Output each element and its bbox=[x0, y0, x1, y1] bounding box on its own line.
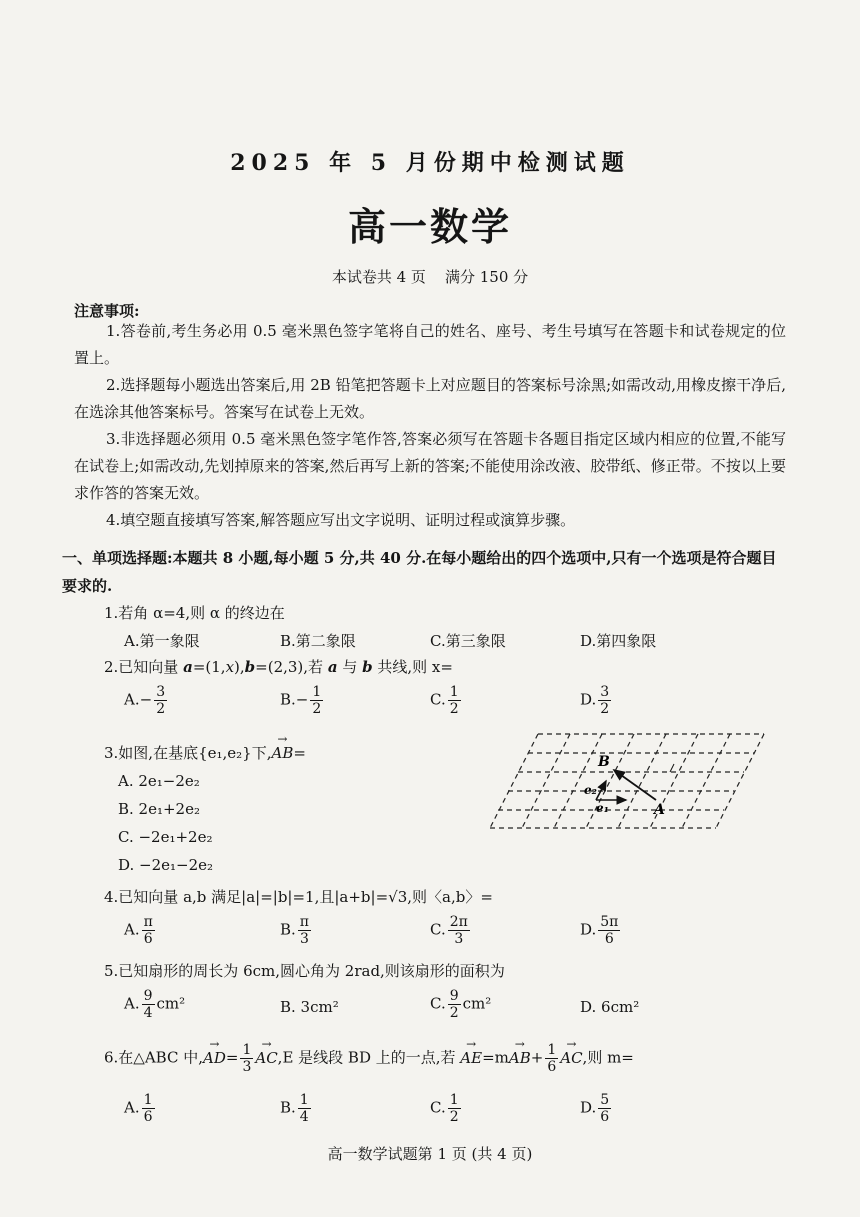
skew-grid bbox=[490, 734, 764, 828]
denominator: 2 bbox=[156, 701, 166, 717]
fraction bbox=[448, 988, 461, 1021]
fraction bbox=[448, 684, 461, 717]
q2-text: 2.已知向量 bbox=[104, 658, 184, 676]
q6-stem bbox=[104, 1042, 634, 1075]
numerator: 1 bbox=[312, 684, 322, 700]
fraction bbox=[448, 1092, 461, 1125]
numerator: 1 bbox=[547, 1042, 557, 1058]
denominator: 2 bbox=[449, 1109, 459, 1125]
q3-stem bbox=[104, 742, 306, 763]
fraction bbox=[598, 914, 620, 947]
q5-option-d: D. 6cm² bbox=[580, 998, 640, 1016]
vector-ab: → AB bbox=[509, 1049, 531, 1067]
fraction bbox=[310, 684, 323, 717]
notice-item-4: 4.填空题直接填写答案,解答题应写出文字说明、证明过程或演算步骤。 bbox=[106, 511, 576, 529]
q3-option-b: B. 2e₁+2e₂ bbox=[118, 800, 200, 818]
q6-option-d bbox=[580, 1092, 613, 1125]
vector-ad: → AD bbox=[203, 1049, 226, 1067]
numerator: 1 bbox=[449, 1092, 459, 1108]
grid-line bbox=[716, 734, 764, 828]
fraction bbox=[598, 1092, 611, 1125]
q2-text: ), bbox=[234, 658, 245, 676]
fraction bbox=[545, 1042, 558, 1075]
q4-option-a bbox=[124, 914, 157, 947]
q3-text: = bbox=[293, 744, 306, 762]
numerator: 9 bbox=[143, 988, 153, 1004]
fraction bbox=[598, 684, 611, 717]
option-sign: − bbox=[139, 690, 153, 709]
option-label: C. bbox=[430, 690, 446, 709]
q1-option-c: C.第三象限 bbox=[430, 632, 506, 650]
page-footer: 高一数学试题第 1 页 (共 4 页) bbox=[327, 1145, 533, 1163]
option-label: C. bbox=[430, 920, 446, 939]
notice-item-3: 3.非选择题必须用 0.5 毫米黑色签字笔作答,答案必须写在答题卡各题目指定区域内相应的位置,不能写在试卷上;如需改动,先划掉原来的答案,然后再写上新的答案;不能使用涂改液、胶带纸、修正带。不按以上要求作答的答案无效。 bbox=[74, 430, 786, 502]
fraction bbox=[142, 988, 155, 1021]
exam-title: 2025 年 5 月份期中检测试题 bbox=[230, 150, 630, 176]
unit: cm² bbox=[156, 994, 186, 1013]
q6-option-c bbox=[430, 1092, 463, 1125]
numerator: 5 bbox=[600, 1092, 610, 1108]
q2-text: =(1, bbox=[192, 658, 226, 676]
q6-option-b bbox=[280, 1092, 313, 1125]
numerator: 9 bbox=[449, 988, 459, 1004]
denominator: 2 bbox=[312, 701, 322, 717]
option-label: A. bbox=[124, 1098, 140, 1117]
q2-var-x: x bbox=[225, 658, 235, 676]
denominator: 4 bbox=[143, 1005, 153, 1021]
numerator: 1 bbox=[449, 684, 459, 700]
option-label: D. bbox=[580, 1098, 597, 1117]
q3-text: 3.如图,在基底{e₁,e₂}下, bbox=[104, 744, 272, 762]
option-label: A. bbox=[124, 994, 140, 1013]
q2-option-d bbox=[580, 684, 613, 717]
q6-text: =m bbox=[482, 1048, 509, 1067]
numerator: 2π bbox=[449, 914, 468, 930]
q2-vec-a: a bbox=[327, 658, 338, 676]
numerator: 1 bbox=[299, 1092, 309, 1108]
fraction bbox=[154, 684, 167, 717]
fraction bbox=[298, 914, 311, 947]
grid-line bbox=[522, 734, 570, 828]
option-label: B. bbox=[280, 1098, 296, 1117]
unit: cm² bbox=[462, 994, 492, 1013]
option-label: A. bbox=[124, 920, 140, 939]
label-e2: e₂ bbox=[584, 783, 597, 797]
vector-ab-arrow bbox=[614, 770, 656, 800]
q2-vec-a: a bbox=[183, 658, 193, 676]
vector-ae: → AE bbox=[460, 1049, 482, 1067]
denominator: 6 bbox=[143, 1109, 153, 1125]
q6-text: ,E 是线段 BD 上的一点,若 bbox=[277, 1048, 461, 1067]
numerator: 1 bbox=[143, 1092, 153, 1108]
grid-line bbox=[682, 734, 730, 828]
label-e1: e₁ bbox=[596, 801, 609, 815]
denominator: 6 bbox=[143, 931, 153, 947]
q2-stem bbox=[104, 656, 453, 677]
notice-title: 注意事项: bbox=[74, 302, 140, 320]
q3-option-d: D. −2e₁−2e₂ bbox=[118, 856, 214, 874]
q1-option-d: D.第四象限 bbox=[580, 632, 657, 650]
section-1-heading: 一、单项选择题:本题共 8 小题,每小题 5 分,共 40 分.在每小题给出的四个选项中,只有一个选项是符合题目要求的. bbox=[62, 549, 777, 595]
q5-option-a bbox=[124, 988, 185, 1021]
option-label: B. bbox=[280, 920, 296, 939]
grid-line bbox=[490, 734, 538, 828]
option-label: C. bbox=[430, 1098, 446, 1117]
vector-ac: → AC bbox=[255, 1049, 277, 1067]
numerator: 3 bbox=[600, 684, 610, 700]
notice-item-1: 1.答卷前,考生务必用 0.5 毫米黑色签字笔将自己的姓名、座号、考生号填写在答题卡和试卷规定的位置上。 bbox=[74, 322, 786, 367]
option-label: C. bbox=[430, 994, 446, 1013]
option-sign: − bbox=[295, 690, 309, 709]
q6-text: 6.在△ABC 中, bbox=[104, 1048, 203, 1067]
fraction bbox=[142, 914, 155, 947]
numerator: 5π bbox=[600, 914, 619, 930]
q2-vec-b: b bbox=[362, 658, 373, 676]
option-label: B. bbox=[280, 690, 296, 709]
q1-option-b: B.第二象限 bbox=[280, 632, 356, 650]
q4-option-c bbox=[430, 914, 472, 947]
q5-option-b: B. 3cm² bbox=[280, 998, 339, 1016]
q4-option-d bbox=[580, 914, 622, 947]
q3-grid-figure bbox=[488, 728, 770, 838]
q6-text: = bbox=[225, 1048, 239, 1067]
q2-text: =(2,3),若 bbox=[255, 658, 328, 676]
vector-ac: → AC bbox=[560, 1049, 582, 1067]
denominator: 3 bbox=[242, 1059, 252, 1075]
subject-title: 高一数学 bbox=[347, 205, 512, 249]
q3-option-a: A. 2e₁−2e₂ bbox=[118, 772, 200, 790]
exam-subtitle: 本试卷共 4 页 满分 150 分 bbox=[331, 268, 529, 286]
fraction bbox=[448, 914, 470, 947]
option-label: D. bbox=[580, 920, 597, 939]
denominator: 2 bbox=[449, 1005, 459, 1021]
numerator: 3 bbox=[156, 684, 166, 700]
numerator: π bbox=[143, 914, 153, 930]
q1-stem: 1.若角 α=4,则 α 的终边在 bbox=[104, 604, 285, 622]
q6-text: + bbox=[530, 1048, 544, 1067]
label-b: B bbox=[598, 754, 610, 770]
q2-text: 共线,则 x= bbox=[372, 658, 453, 676]
q3-vector-ab: → AB bbox=[271, 744, 293, 762]
q1-option-a: A.第一象限 bbox=[124, 632, 200, 650]
q2-vec-b: b bbox=[244, 658, 256, 676]
q2-option-a bbox=[124, 684, 169, 717]
denominator: 6 bbox=[547, 1059, 557, 1075]
q4-stem: 4.已知向量 a,b 满足|a|=|b|=1,且|a+b|=√3,则〈a,b〉= bbox=[104, 888, 493, 906]
option-label: A. bbox=[124, 690, 140, 709]
grid-line bbox=[554, 734, 602, 828]
denominator: 6 bbox=[600, 1109, 610, 1125]
denominator: 4 bbox=[299, 1109, 309, 1125]
denominator: 2 bbox=[449, 701, 459, 717]
denominator: 3 bbox=[454, 931, 464, 947]
numerator: π bbox=[299, 914, 309, 930]
fraction bbox=[240, 1042, 253, 1075]
q6-option-a bbox=[124, 1092, 157, 1125]
denominator: 2 bbox=[600, 701, 610, 717]
denominator: 3 bbox=[299, 931, 309, 947]
q5-stem: 5.已知扇形的周长为 6cm,圆心角为 2rad,则该扇形的面积为 bbox=[104, 962, 505, 980]
label-a: A bbox=[654, 802, 665, 818]
q4-option-b bbox=[280, 914, 313, 947]
q3-option-c: C. −2e₁+2e₂ bbox=[118, 828, 213, 846]
denominator: 6 bbox=[604, 931, 614, 947]
grid-line bbox=[586, 734, 634, 828]
numerator: 1 bbox=[242, 1042, 252, 1058]
fraction bbox=[298, 1092, 311, 1125]
notice-item-2: 2.选择题每小题选出答案后,用 2B 铅笔把答题卡上对应题目的答案标号涂黑;如需改动,用橡皮擦干净后,在选涂其他答案标号。答案写在试卷上无效。 bbox=[74, 376, 786, 421]
q6-text: ,则 m= bbox=[582, 1048, 634, 1067]
tick-mark bbox=[670, 764, 674, 772]
q2-option-c bbox=[430, 684, 463, 717]
q2-text: 与 bbox=[337, 658, 363, 676]
q2-option-b bbox=[280, 684, 325, 717]
option-label: D. bbox=[580, 690, 597, 709]
fraction bbox=[142, 1092, 155, 1125]
q5-option-c bbox=[430, 988, 491, 1021]
